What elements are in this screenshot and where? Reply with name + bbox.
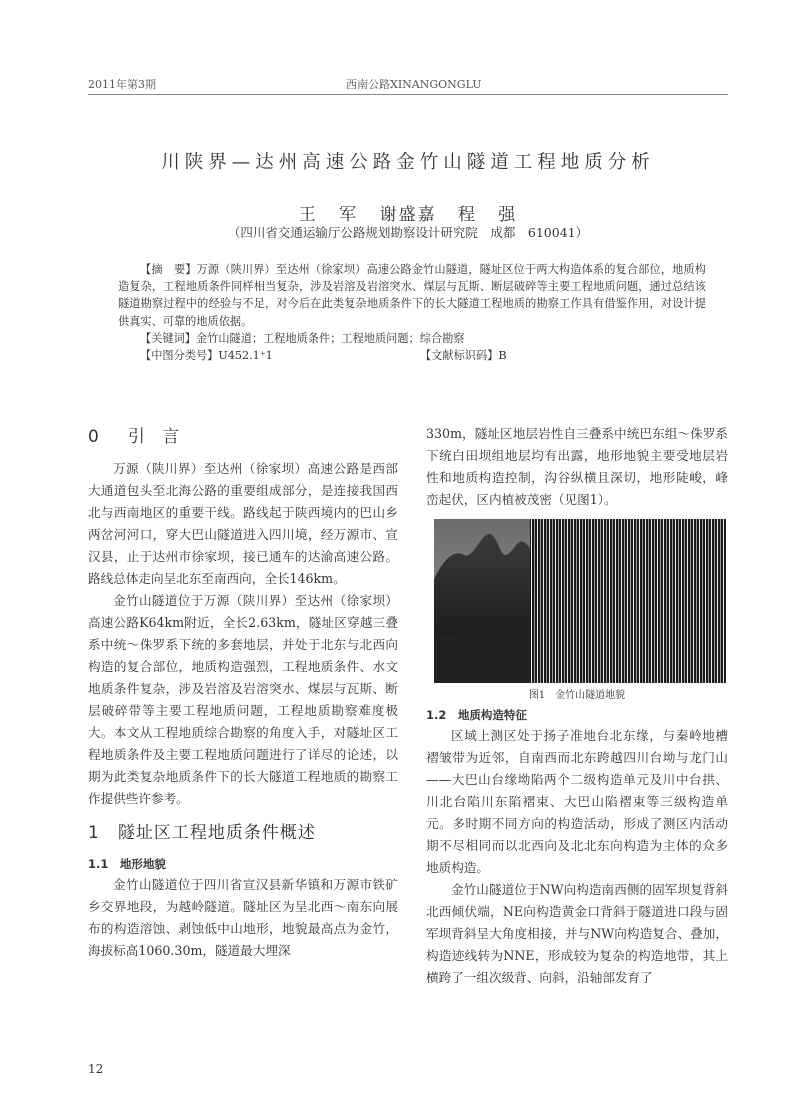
section-heading-introduction: 0 引 言 [88,427,186,447]
right-column [426,423,728,989]
structure-paragraph-2: 金竹山隧道位于NW向构造南西侧的固军坝复背斜北西倾伏端，NE向构造黄金口背斜于隧道进口段与固军坝背斜呈大角度相接，并与NW向构造复合、叠加，构造迹线转为NNE，形成较为复杂的构造地带，其上横跨了一组次级背、向斜，沿轴部发育了 [426,882,728,985]
subsection-heading-terrain: 1.1 地形地貌 [88,857,166,871]
section-heading-geology: 1 隧址区工程地质条件概述 [88,823,316,843]
keywords: 【关键词】金竹山隧道；工程地质条件；工程地质问题；综合勘察 [140,331,465,345]
terrain-paragraph: 金竹山隧道位于四川省宣汉县新华镇和万源市铁矿乡交界地段，为越岭隧道。隧址区为呈北西～南东向展布的构造溶蚀、剥蚀低中山地形，地貌最高点为金竹，海拔标高1060.30m，隧道最大埋深 [88,877,398,958]
clc-number: 【中图分类号】U452.1⁺1 [140,349,273,363]
structure-paragraph-1: 区域上测区处于扬子准地台北东缘，与秦岭地槽褶皱带为近邻，自南西而北东跨越四川台坳与龙门山——大巴山台缘坳陷两个二级构造单元及川中台拱、川北台陷川东陷褶束、大巴山陷褶束等三级构造单元。多时期不同方向的构造活动，形成了测区内活动期不尽相同而以北西向及北北东向构造为主体的众多地质构造。 [426,728,728,875]
issue-label: 2011年第3期 [88,78,156,91]
journal-name: 西南公路XINANGONGLU [346,78,482,91]
header-rule [88,94,728,95]
terrain-paragraph-continued: 330m，隧址区地层岩性自三叠系中统巴东组～侏罗系下统白田坝组地层均有出露，地形地貌主要受地层岩性和地质构造控制，沟谷纵横且深切，地形陡峻，峰峦起伏，区内植被茂密（见图1）。 [426,426,728,507]
abstract-body: 【摘 要】万源（陕川界）至达州（徐家坝）高速公路金竹山隧道，隧址区位于两大构造体系的复合部位，地质构造复杂，工程地质条件同样相当复杂，涉及岩溶及岩溶突水、煤层与瓦斯、断层破碎等主要工程地质问题，通过总结该隧道勘察过程中的经验与不足，对今后在此类复杂地质条件下的长大隧道工程地质的勘察工作具有借鉴作用，对设计提供真实、可靠的地质依据。 [118,263,706,328]
left-column [88,424,398,962]
running-header [88,76,728,94]
page-number: 12 [88,1062,104,1076]
subsection-heading-structure: 1.2 地质构造特征 [426,708,527,722]
intro-paragraph-1: 万源（陕川界）至达州（徐家坝）高速公路是西部大通道包头至北海公路的重要组成部分，是连接我国西北与西南地区的重要干线。路线起于陕西境内的巴山乡两岔河河口，穿大巴山隧道进入四川境，经万源市、宣汉县，止于达州市徐家坝，接已通车的达渝高速公路。路线总体走向呈北东至南西向，全长146km。 [88,461,398,586]
paper-title: 川陕界—达州高速公路金竹山隧道工程地质分析 [161,152,655,173]
author-affiliation: （四川省交通运输厅公路规划勘察设计研究院 成都 610041） [227,225,589,240]
figure-1-caption: 图1 金竹山隧道地貌 [528,690,626,701]
figure-1 [426,519,728,683]
abstract-block [118,261,706,364]
document-code: 【文献标识码】B [420,349,507,363]
classification-row [118,347,706,364]
paper-authors: 王 军 谢盛嘉 程 强 [298,205,518,225]
mountain-landscape-photo [434,519,726,683]
intro-paragraph-2: 金竹山隧道位于万源（陕川界）至达州（徐家坝）高速公路K64km附近，全长2.63km，隧址区穿越三叠系中统～侏罗系下统的多套地层，并处于北东与北西向构造的复合部位，地质构造强烈，工程地质条件、水文地质条件复杂，涉及岩溶及岩溶突水、煤层与瓦斯、断层破碎带等主要工程地质问题，工程地质勘察难度极大。本文从工程地质综合勘察的角度入手，对隧址区工程地质条件及主要工程地质问题进行了详尽的论述，以期为此类复杂地质条件下的长大隧道工程地质的勘察工作提供些许参考。 [88,593,398,806]
